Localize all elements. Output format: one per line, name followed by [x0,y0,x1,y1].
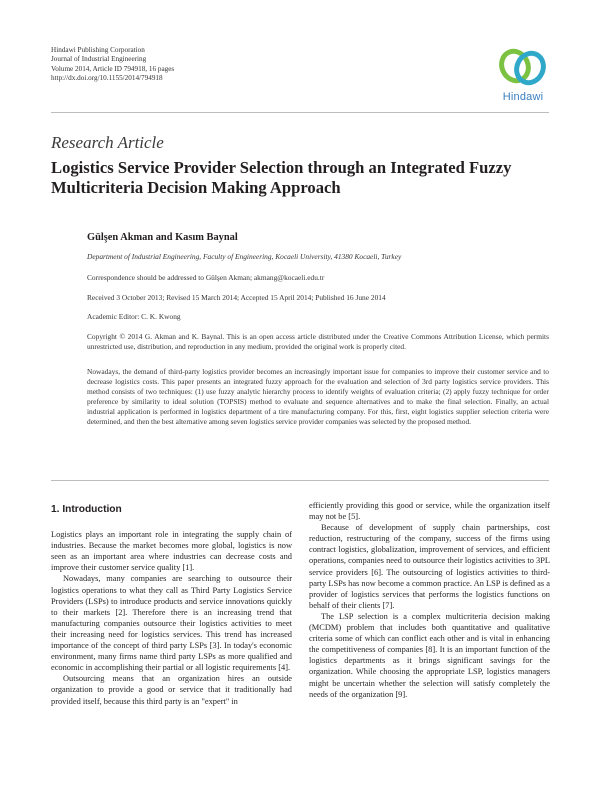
article-title: Logistics Service Provider Selection through an Integrated Fuzzy Multicriteria Decision Making Approach [51,158,512,197]
hindawi-logo-text: Hindawi [502,91,544,103]
academic-editor: Academic Editor: C. K. Kwong [87,312,181,321]
body-paragraph: Nowadays, many companies are searching to outsource their logistics operations to what they call as Third Party Logistics Service Providers (LSPs) to introduce products and service innovations quickly to their markets [2]. Therefore there is an increasing trend that manufacturing companies outsource their logistics activities to meet their increasing need for logistics services. This trend has increased importance of the concept of third party LSPs [3]. In today's economic environment, many firms name third party LSPs as more qualified and economic in accomplishing their partial or all logistic requirements [4]. [51,574,292,673]
copyright-notice: Copyright © 2014 G. Akman and K. Baynal. This is an open access article distributed under the Creative Commons Attribution License, which permits unrestricted use, distribution, and reproduction in any medium, provided the original work is properly cited. [87,332,549,351]
publication-dates: Received 3 October 2013; Revised 15 March 2014; Accepted 15 April 2014; Published 16 June 2014 [87,293,386,302]
publisher-name: Hindawi Publishing Corporation [51,46,145,54]
hindawi-logo [494,46,554,108]
correspondence: Correspondence should be addressed to Gülşen Akman; akmang@kocaeli.edu.tr [87,273,325,282]
hindawi-logo-icon [494,46,552,92]
body-paragraph: Because of development of supply chain partnerships, cost reduction, restructuring of the company, success of the firms using contract logistics, globalization, improvement of services, and efficient operations, companies need to outsource their logistics activities to 3PL service providers [6]. The outsourcing of logistics activities to third-party LSPs has now become a common practice. An LSP is defined as a provider of logistics services that performs the logistics functions on behalf of their clients [7]. [309,523,550,610]
body-paragraph: Outsourcing means that an organization hires an outside organization to provide a good or service that it traditionally had provided itself, because this third party is an "expert" in [51,674,292,706]
section-heading: 1. Introduction [51,504,122,515]
body-paragraph: efficiently providing this good or service, while the organization itself may not be [5]. [309,501,550,522]
doi-link[interactable]: http://dx.doi.org/10.1155/2014/794918 [51,74,163,83]
article-authors: Gülşen Akman and Kasım Baynal [87,232,238,243]
journal-name: Journal of Industrial Engineering [51,55,147,64]
body-column-left [51,500,292,707]
article-type: Research Article [51,133,164,152]
abstract: Nowadays, the demand of third-party logistics provider becomes an increasingly important issue for companies to improve their customer service and to decrease logistics costs. This paper presents an integrated fuzzy approach for the evaluation and selection of 3rd party logistics service providers. This method consists of two techniques: (1) use fuzzy analytic hierarchy process to identify weights of evaluation criteria; (2) apply fuzzy technique for order preference by similarity to ideal solution (TOPSIS) method to evaluate and sequence alternatives and to make the final selection. Finally, an actual industrial application is performed in logistics department of a tire manufacturing company. For this, first, eight logistics supplier selection criteria were determined, and then the best alternative among seven logistics service provider companies was selected by the proposed method. [87,367,549,426]
abstract-divider [51,480,549,481]
body-paragraph: Logistics plays an important role in integrating the supply chain of industries. Because the market becomes more global, logistics is now seen as an important area where industries can decrease costs and improve their customer service quality [1]. [51,530,292,573]
journal-header [51,46,174,84]
body-column-right [309,500,550,700]
author-affiliation: Department of Industrial Engineering, Faculty of Engineering, Kocaeli University, 41380 Kocaeli, Turkey [87,252,402,261]
volume-info: Volume 2014, Article ID 794918, 16 pages [51,64,175,73]
header-divider [51,112,549,113]
body-paragraph: The LSP selection is a complex multicriteria decision making (MCDM) problem that includes both quantitative and qualitative criteria some of which can conflict each other and is vital in enhancing the competitiveness of companies [8]. It is an important function of the logistics departments as it brings significant savings for the organization. While choosing the appropriate LSP, logistics managers might be uncertain whether the selection will satisfy completely the needs of the organization [9]. [309,611,550,699]
